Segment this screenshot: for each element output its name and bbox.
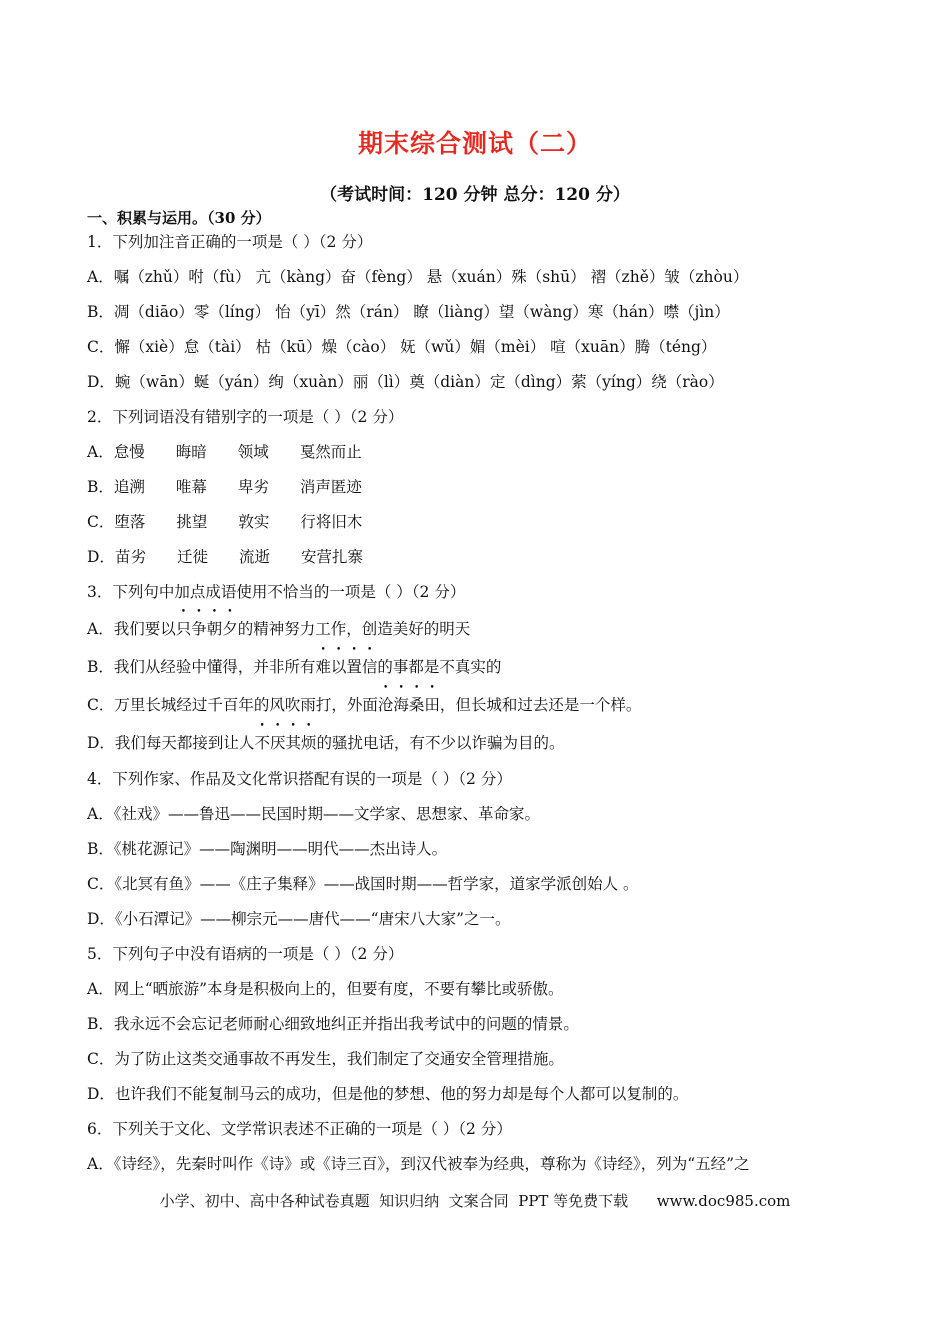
option-word: 迁徙	[176, 548, 208, 566]
dotted-idiom: • • • • 不厌其烦	[254, 721, 317, 752]
question-3-option-c	[87, 683, 867, 729]
question-4-option-d: D．《小石潭记》——柳宗元——唐代——“唐宋八大家”之一。	[87, 910, 511, 928]
option-word: 晦暗	[175, 443, 207, 461]
option-text: C．万里长城经过千百年的风吹雨打，外面	[87, 696, 378, 714]
question-2-option-d	[87, 545, 867, 580]
option-word: 消声匿迹	[299, 478, 362, 496]
option-letter: A．	[87, 443, 114, 461]
question-4-stem: 4．下列作家、作品及文化常识搭配有误的一项是（ ）（2 分）	[87, 770, 512, 788]
question-5-option-d: D．也许我们不能复制马云的成功，但是他的梦想、他的努力却是每个人都可以复制的。	[87, 1085, 689, 1103]
question-5-option-b: B．我永远不会忘记老师耐心细致地纠正并指出我考试中的问题的情景。	[87, 1015, 579, 1033]
question-1-option-c: C．懈（xiè）怠（tài） 枯（kū）燥（cào） 妩（wǔ）媚（mèi） 喧（xuān）腾（téng）	[87, 338, 717, 356]
question-5-option-c: C．为了防止这类交通事故不再发生，我们制定了交通安全管理措施。	[87, 1050, 564, 1068]
question-2-options	[87, 440, 867, 580]
exam-content	[87, 206, 867, 1187]
option-word: 怠慢	[113, 443, 145, 461]
question-2-option-c	[87, 510, 867, 545]
emphasis-dots-icon: • • • •	[320, 645, 373, 655]
question-2-option-a	[87, 440, 867, 475]
question-3-options	[87, 607, 867, 767]
question-1-stem: 1．下列加注音正确的一项是（ ）（2 分）	[87, 233, 373, 251]
option-word: 唯幕	[175, 478, 207, 496]
option-word: 挑望	[176, 513, 208, 531]
option-text: 的事都是不真实的	[377, 658, 502, 676]
question-4-option-a: A．《社戏》——鲁迅——民国时期——文学家、思想家、革命家。	[87, 805, 540, 823]
question-4-option-b: B．《桃花源记》——陶渊明——明代——杰出诗人。	[87, 840, 448, 858]
section-heading: 一、积累与运用。（30 分）	[87, 209, 271, 227]
dotted-idiom: • • • • 沧海桑田	[377, 683, 440, 714]
question-3-stem: 3．下列句中加点成语使用不恰当的一项是（ ）（2 分）	[87, 583, 466, 601]
emphasis-dots-icon: • • • •	[259, 721, 312, 731]
option-word: 追溯	[113, 478, 145, 496]
question-3-option-d	[87, 721, 867, 767]
dotted-idiom: • • • • 难以置信	[315, 645, 378, 676]
question-3-option-b	[87, 645, 867, 691]
question-1-option-d: D．蜿（wān）蜒（yán）绚（xuàn）丽（lì）奠（diàn）定（dìng）萦（yíng）绕（rào）	[87, 373, 724, 391]
option-text: A．我们要以	[87, 620, 176, 638]
option-letter: C．	[87, 513, 115, 531]
option-word: 卑劣	[237, 478, 269, 496]
option-word: 戛然而止	[299, 443, 362, 461]
option-word: 行将旧木	[300, 513, 363, 531]
option-word: 流逝	[238, 548, 270, 566]
option-text: ，但长城和过去还是一个样。	[439, 696, 642, 714]
option-text: 的精神努力工作，创造美好的明天	[237, 620, 471, 638]
option-letter: D．	[87, 548, 115, 566]
question-6-stem: 6．下列关于文化、文学常识表述不正确的一项是（ ）（2 分）	[87, 1120, 512, 1138]
emphasis-dots-icon: • • • •	[180, 607, 233, 617]
question-5-stem: 5．下列句子中没有语病的一项是（ ）（2 分）	[87, 945, 404, 963]
emphasis-dots-icon: • • • •	[382, 683, 435, 693]
dotted-idiom: • • • • 只争朝夕	[175, 607, 238, 638]
question-6-option-a: A．《诗经》，先秦时叫作《诗》或《诗三百》，到汉代被奉为经典，尊称为《诗经》，列为“五经”之	[87, 1155, 750, 1173]
option-text: 的骚扰电话，有不少以诈骗为目的。	[316, 734, 565, 752]
question-1-option-a: A．嘱（zhǔ）咐（fù） 亢（kàng）奋（fèng） 悬（xuán）殊（shū） 褶（zhě）皱（zhòu）	[87, 268, 749, 286]
option-text: D．我们每天都接到让人	[87, 734, 255, 752]
option-word: 领域	[237, 443, 269, 461]
exam-info: （考试时间：120 分钟 总分：120 分）	[320, 185, 630, 205]
question-2-stem: 2．下列词语没有错别字的一项是（ ）（2 分）	[87, 408, 404, 426]
option-word: 安营扎寨	[300, 548, 363, 566]
option-word: 苗劣	[114, 548, 146, 566]
page-footer: 小学、初中、高中各种试卷真题 知识归纳 文案合同 PPT 等免费下载 www.doc985.com	[159, 1192, 791, 1210]
option-word: 敦实	[238, 513, 270, 531]
option-text: B．我们从经验中懂得，并非所有	[87, 658, 316, 676]
question-1-option-b: B．凋（diāo）零（líng） 怡（yī）然（rán） 瞭（liàng）望（wàng）寒（hán）噤（jìn）	[87, 303, 730, 321]
question-3-option-a	[87, 607, 867, 653]
question-5-option-a: A．网上“晒旅游”本身是积极向上的，但要有度，不要有攀比或骄傲。	[87, 980, 564, 998]
question-2-option-b	[87, 475, 867, 510]
question-4-option-c: C．《北冥有鱼》——《庄子集释》——战国时期——哲学家，道家学派创始人 。	[87, 875, 639, 893]
page-title: 期末综合测试（二）	[357, 129, 592, 158]
option-word: 堕落	[114, 513, 146, 531]
option-letter: B．	[87, 478, 114, 496]
